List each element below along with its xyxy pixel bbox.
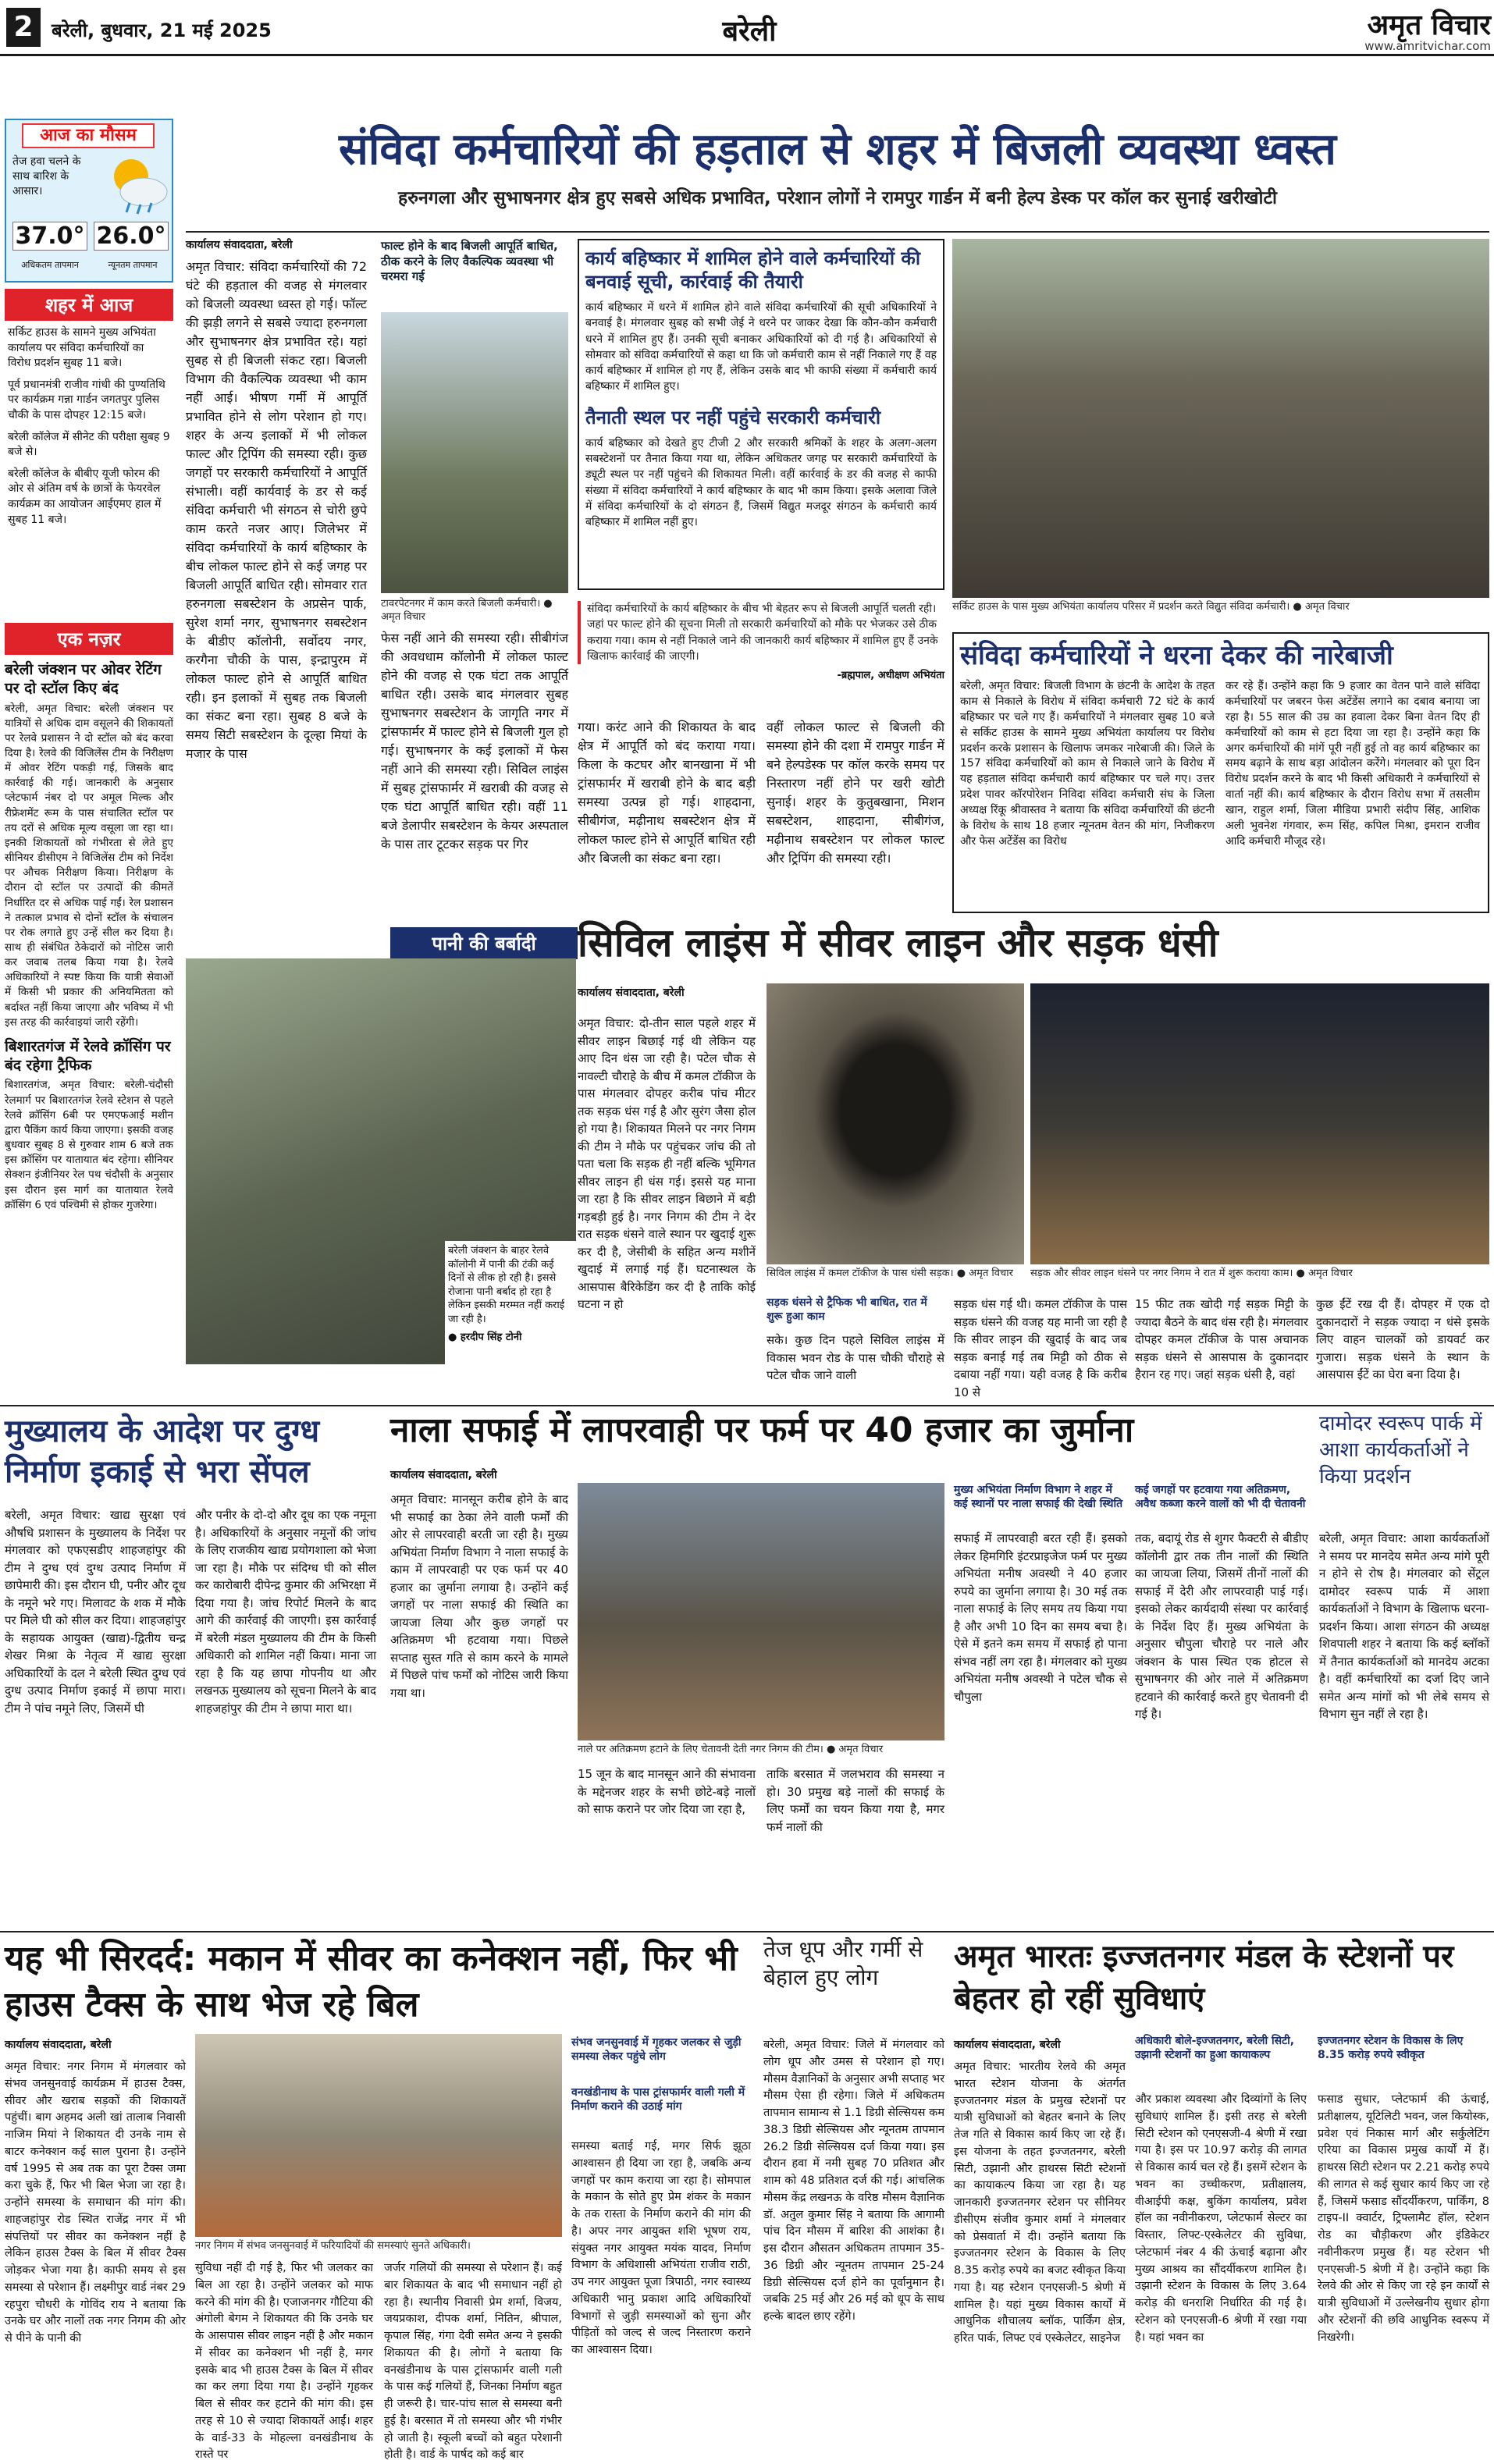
sewer-text-3: सड़क धंस गई थी। कमल टॉकीज के पास सड़क धंसने की वजह यह मानी जा रही है कि सीवर लाइन की खुदाई के बाद जब सड़क बनाई गई तब मिट्टी को ठीक से दबाया नहीं गया। यही वजह है कि करीब 10 से xyxy=(954,1297,1127,1399)
eknazar-column xyxy=(5,623,173,1403)
lead-photo-2 xyxy=(952,239,1489,598)
nala-text-4: सफाई में लापरवाही बरत रही हैं। इसको लेकर हिमगिरि इंटरप्राइजेज फर्म पर मुख्य अभियंता मनीष अवस्थी ने 40 हजार रुपये का जुर्माना लगाया है। 30 मई तक नाला सफाई के लिए समय तय किया गया है और अभी 10 दिन का समय बचा है। ऐसे में इतने कम समय में सफाई हो पाना संभव नहीं लग रहा है। मंगलवार को मुख्य अभियंता मनीष अवस्थी ने पटेल चौक से चौपुला xyxy=(954,1531,1127,1704)
water-tag: पानी की बर्बादी xyxy=(390,927,578,959)
lead-photo-1-caption: टावरपेटनगर में काम करते बिजली कर्मचारी। ● अमृत विचार xyxy=(381,598,553,623)
dharna-box xyxy=(952,632,1489,913)
heat-text: बरेली, अमृत विचार: जिले में मंगलवार को लोग धूप और उमस से परेशान हो गए। मौसम वैज्ञानिकों के अनुसार अभी सप्ताह भर मौसम ऐसा ही रहेगा। जिले में अधिकतम तापमान सामान्य से 1.1 डिग्री सेल्सियस कम 38.3 डिग्री सेल्सियस और न्यूनतम तापमान 26.2 डिग्री सेल्सियस दर्ज किया गया। इस दौरान हवा में नमी सुबह 70 प्रतिशत और शाम को 48 प्रतिशत दर्ज की गई। आंचलिक मौसम केंद्र लखनऊ के वरिष्ठ मौसम वैज्ञानिक डॉ. अतुल कुमार सिंह ने बताया कि आगामी पांच दिन मौसम में बारिश की आशंका है। इस दौरान औसतन अधिकतम तापमान 35-36 डिग्री और न्यूनतम तापमान 25-24 डिग्री सेल्सियस दर्ज होने का पूर्वानुमान है। जबकि 25 मई और 26 मई को धूप के साथ हल्के बादल छाए रहेंगे। xyxy=(763,2039,944,2323)
house-photo-caption: नगर निगम में संभव जनसुनवाई में फरियादियों की समस्याएं सुनते अधिकारी। xyxy=(195,2240,471,2252)
masthead-date: बरेली, बुधवार, 21 मई 2025 xyxy=(52,20,272,41)
list-item: बरेली कॉलेज के बीबीए यूजी फोरम की ओर से अंतिम वर्ष के छात्रों के फेयरवेल कार्यक्रम का आयोजन आईएमए हाल में सुबह 11 बजे। xyxy=(8,467,162,526)
milk-headline: मुख्यालय के आदेश पर दुग्ध निर्माण इकाई से भरा सेंपल xyxy=(5,1413,320,1490)
lead-quote xyxy=(578,601,944,710)
damodar-text: बरेली, अमृत विचार: आशा कार्यकर्ताओं ने समय पर मानदेय समेत अन्य मांगे पूरी न होने से रोष है। मंगलवार को सेंट्रल दामोदर स्वरूप पार्क में आशा कार्यकर्ताओं ने विभाग के खिलाफ धरना-प्रदर्शन किया। आशा संगठन की अध्यक्ष शिवपाली शहर ने बताया कि कई ब्लॉकों में तैनात कार्यकर्ताओं को मानदेय अटका है। वहीं कर्मचारियों का दर्जा दिए जाने समेत अन्य मांगों को भी लेबे समय से विभाग सुन नहीं ले रहा है। xyxy=(1319,1531,1489,1721)
amrit-headline: अमृत भारतः इज्जतनगर मंडल के स्टेशनों पर बेहतर हो रहीं सुविधाएं xyxy=(954,1939,1454,2017)
milk-text-2: और पनीर के दो-दो और दूध का एक नमूना है। अधिकारियों के अनुसार नमूनों की जांच के लिए राजकीय खाद्य प्रयोगशाला को भेजा जा रहा है। मौके पर संदिग्ध घी को सील कर कारोबारी दीपेन्द्र कुमार की अभिरक्षा में दिया गया है। जांच रिपोर्ट मिलने के बाद आगे की कार्रवाई की जाएगी। इस कार्रवाई में बरेली मंडल मुख्यालय की टीम के किसी अधिकारी को शामिल नहीं किया। माना जा रहा है कि यह छापा गोपनीय था और लखनऊ मुख्यालय को सूचना मिलने के बाद शाहजहांपुर की टीम ने छापा मारा था। xyxy=(195,1508,377,1716)
sewer-photo-1-caption: सिविल लाइंस में कमल टॉकीज के पास धंसी सड़क। ● अमृत विचार xyxy=(767,1268,1013,1279)
eknazar-headline-1: बरेली जंक्शन पर ओवर रेटिंग पर दो स्टॉल किए बंद xyxy=(5,661,162,697)
damodar-headline: दामोदर स्वरूप पार्क में आशा कार्यकर्ताओं ने किया प्रदर्शन xyxy=(1319,1412,1482,1488)
nala-text-1: अमृत विचार: मानसून करीब होने के बाद भी सफाई का ठेका लेने वाली फर्मों की ओर से लापरवाही बरती जा रही है। मुख्य अभियंता निर्माण विभाग ने नाला सफाई के काम में लापरवाही पर एक फर्म पर 40 हजार का जुर्माना लगाया है। उन्होंने कई जगहों पर नाला सफाई की स्थिति का जायजा लिया और कुछ जगहों पर अतिक्रमण भी हटवाया गया। पिछले सप्ताह सुस्त गति से काम करने के मामले में पिछले पांच फर्मों को नोटिस जारी किया गया था। xyxy=(390,1492,568,1700)
weather-box xyxy=(5,119,173,283)
lead-text-3: गया। करंट आने की शिकायत के बाद क्षेत्र में आपूर्ति को बंद कराया गया। किला के कटघर और बानखाना में भी ट्रांसफार्मर में खराबी होने के बाद बड़ी समस्या उत्पन्न हो गई। शाहदाना, सीबीगंज, मढ़ीनाथ सबस्टेशन क्षेत्र में लोकल फाल्ट होने से आपूर्ति बाधित रही और बिजली का संकट बना रहा। xyxy=(578,720,756,866)
lead-text-1: अमृत विचार: संविदा कर्मचारियों की 72 घंटे की हड़ताल की वजह से मंगलवार को बिजली व्यवस्था ध्वस्त हो गई। फॉल्ट की झड़ी लगने से सबसे ज्यादा हरुनगला और सुभाषनगर क्षेत्र प्रभावित रहे। यहां सुबह से ही बिजली संकट रहा। बिजली विभाग की वैकल्पिक व्यवस्था भी काम नहीं आई। भीषण गर्मी में आपूर्ति प्रभावित होने से लोग परेशान हो गए। शहर के अन्य इलाकों में भी लोकल फाल्ट और ट्रिपिंग की समस्या रही। कुछ जगहों पर सरकारी कर्मचारियों ने आपूर्ति संभाली। वहीं कार्यवाई के डर से कई संविदा कर्मचारी भी संगठन से चोरी छुपे काम करते नजर आए। जिलेभर में संविदा कर्मचारियों के कार्य बहिष्कार के बीच लोकल फाल्ट होने से कई जगह पर बिजली आपूर्ति बाधित रही। सोमवार रात हरुनगला सबस्टेशन के अप्रसेन पार्क, सुरेश शर्मा नगर, सुभाषनगर सबस्टेशन के बीडीए कॉलोनी, सर्वोदय नगर, करगैना चौकी के पास, इन्द्रापुरम में लोकल फाल्ट होने से आपूर्ति बाधित रही। इन इलाकों में सुबह तक बिजली का संकट बना रहा। सुबह 8 बजे के समय सिटी सबस्टेशन के दूल्हा मियां के मजार के पास xyxy=(186,259,367,761)
lead-box-2-text: कार्य बहिष्कार को देखते हुए टीजी 2 और सरकारी श्रमिकों के शहर के अलग-अलग सबस्टेशनों पर तैनात किया गया था, लेकिन अधिकतर जगह पर सरकारी कर्मचारियों के ड्यूटी स्थल पर नहीं पहुंचने की शिकायत मिली। वहीं कार्रवाई के डर की वजह से काफी संख्या में संविदा कर्मचारियों ने कार्य बहिष्कार के बाद भी काम किया। इसके अलावा जिले में संविदा कर्मचारियों के दो संगठन हैं, जिसमें विद्युत मजदूर संगठन के कर्मचारी कार्य बहिष्कार में शामिल नहीं हुए। xyxy=(585,436,937,529)
lead-headline: संविदा कर्मचारियों की हड़ताल से शहर में बिजली व्यवस्था ध्वस्त xyxy=(339,124,1336,175)
lead-text-2: फेस नहीं आने की समस्या रही। सीबीगंज की अवधधाम कॉलोनी में लोकल फाल्ट होने की वजह से एक घंटा तक आपूर्ति बाधित रही। उसके बाद मंगलवार सुबह सुभाषनगर सबस्टेशन के जागृति नगर में ट्रांसफार्मर में फाल्ट होने से बिजली गुल हो गई। सुभाषनगर के कई इलाकों में फेस नहीं आने की समस्या रही। सिविल लाइंस में सुबह ट्रांसफार्मर में खराबी की वजह से एक घंटा आपूर्ति बाधित रही। वहीं 11 बजे डेलापीर सबस्टेशन के केयर अस्पताल के पास तार टूटकर सड़क पर गिर xyxy=(381,631,568,852)
nala-text-2: 15 जून के बाद मानसून आने की संभावना के मद्देनजर शहर के सभी छोटे-बड़े नालों को साफ कराने पर जोर दिया जा रहा है, xyxy=(578,1767,756,1816)
paper-logo: अमृत विचार xyxy=(1367,9,1491,41)
amrit-tag-2: इज्जतनगर स्टेशन के विकास के लिए 8.35 करोड़ रुपये स्वीकृत xyxy=(1318,2035,1464,2062)
amrit-text-3: फसाड सुधार, प्लेटफार्म की ऊंचाई, प्रतीक्षालय, यूटिलिटी भवन, जल कियोस्क, प्रवेश एवं निकास मार्ग और सर्कुलेटिंग एरिया का विकास प्रमुख कार्यों में हैं। हाथरस सिटी स्टेशन पर 2.21 करोड़ रुपये की लागत से कई सुधार कार्य किए जा रहे हैं, जिसमें फसाड सौंदर्यीकरण, पार्किंग, 8 टाइप-II क्वार्टर, ट्रिफ्लामैट हॉल, स्टेशन रोड का चौड़ीकरण और इंडिकेटर नवीनीकरण प्रमुख हैं। यह स्टेशन भी एनएसजी-5 श्रेणी में है। उन्होंने कहा कि रेलवे की ओर से किए जा रहे इन कार्यों से यात्री सुविधाओं में उल्लेखनीय सुधार होगा और स्टेशनों की छवि आधुनिक स्वरूप में निखरेगी। xyxy=(1318,2093,1489,2344)
house-headline: यह भी सिरदर्द: मकान में सीवर का कनेक्शन नहीं, फिर भी हाउस टैक्स के साथ भेज रहे बिल xyxy=(5,1939,738,2025)
nala-photo-caption: नाले पर अतिक्रमण हटाने के लिए चेतावनी देती नगर निगम की टीम। ● अमृत विचार xyxy=(578,1744,884,1755)
water-caption-text: बरेली जंक्शन के बाहर रेलवे कॉलोनी में पानी की टंकी कई दिनों से लीक हो रही है। इससे रोजाना पानी बर्बाद हो रहा है लेकिन इसकी मरम्मत नहीं कराई जा रही है। xyxy=(448,1245,565,1325)
weather-desc: तेज हवा चलने के साथ बारिश के आसार। xyxy=(12,155,81,197)
house-tag-2: वनखंडीनाथ के पास ट्रांसफार्मर वाली गली में निर्माण कराने की उठाई मांग xyxy=(571,2086,745,2114)
list-item: पूर्व प्रधानमंत्री राजीव गांधी की पुण्यतिथि पर कार्यक्रम गन्ना गार्डन जगतपुर पुलिस चौकी के पास दोपहर 12:15 बजे। xyxy=(8,378,165,421)
masthead xyxy=(0,0,1494,56)
sewer-headline: सिविल लाइंस में सीवर लाइन और सड़क धंसी xyxy=(578,920,1218,965)
sewer-byline: कार्यालय संवाददाता, बरेली xyxy=(578,987,685,999)
amrit-text-2: और प्रकाश व्यवस्था और दिव्यांगों के लिए सुविधाएं शामिल हैं। इसी तरह से बरेली सिटी स्टेशन को एनएसजी-4 श्रेणी में रखा गया है। इस पर 10.97 करोड़ की लागत से विकास कार्य चल रहे हैं। इसमें स्टेशन के भवन का उच्चीकरण, प्रतीक्षालय, वीआईपी कक्ष, बुकिंग कार्यालय, प्रवेश हॉल का नवीनीकरण, प्लेटफार्म सेल्टर का विस्तार, लिफ्ट-एस्केलेटर की सुविधा, प्लेटफार्म नंबर 4 की ऊंचाई बढ़ाना और मुख्य आश्रय का सौंदर्यीकरण शामिल है। उझानी स्टेशन के विकास के लिए 3.64 करोड़ की धनराशि निर्धारित की गई है। स्टेशन को एनएसजी-6 श्रेणी में रखा गया है। यहां भवन का xyxy=(1135,2093,1307,2344)
page-number: 2 xyxy=(6,8,41,47)
nala-tag-2: कई जगहों पर हटवाया गया अतिक्रमण, अवैध कब्जा करने वालों को भी दी चेतावनी xyxy=(1135,1484,1306,1511)
today-box xyxy=(5,289,173,609)
weather-title: आज का मौसम xyxy=(22,123,155,148)
nala-tag-1: मुख्य अभियंता निर्माण विभाग ने शहर में कई स्थानों पर नाला सफाई की देखी स्थिति xyxy=(954,1484,1123,1511)
today-list xyxy=(5,321,173,532)
max-temp-label: अधिकतम तापमान xyxy=(21,260,79,270)
dharna-headline: संविदा कर्मचारियों ने धरना देकर की नारेबाजी xyxy=(960,640,1393,671)
sewer-text-2: सके। कुछ दिन पहले सिविल लाइंस में विकास भवन रोड के पास चौकी चौराहे से पटेल चौक जाने वाली xyxy=(767,1333,944,1382)
min-temp-label: न्यूनतम तापमान xyxy=(108,260,158,270)
dharna-text-2: कर रहे हैं। उन्होंने कहा कि 9 हजार का वेतन पाने वाले संविदा कर्मचारियों पर जबरन फेस अटेंडेंस लगाने का दबाव बनाया जा रहा है। 55 साल की उम्र का हवाला देकर बिना वेतन दिए ही कर्मचारियों को काम से हटा दिया जा रहा है। उन्होंने कहा कि अगर कर्मचारियों की मांगें पूरी नहीं हुई तो वह कार्य बहिष्कार का समय बढ़ाने के साथ बड़ा आंदोलन करेंगे। मंगलवार को पूरा दिन विरोध प्रदर्शन करने के बाद भी किसी अधिकारी ने कर्मचारियों से वार्ता नहीं की। कार्य बहिष्कार के दौरान विरोध सभा में तसलीम खान, राहुल शर्मा, जिला मीडिया प्रभारी संदीप सिंह, आशिक अली भुवनेश गंगवार, रूम सिंह, कपिल मिश्रा, इमरान राजीव आदि कर्मचारी मौजूद रहे। xyxy=(1225,680,1480,848)
water-caption xyxy=(445,1241,576,1381)
sewer-text-4: 15 फीट तक खोदी गई सड़क मिट्टी के ज्यादा बैठने के बाद धंस रही है। मंगलवार दोपहर कमल टॉकीज के पास अचानक सड़क धंसने से आसपास के दुकानदार हैरान रह गए। जहां सड़क धंसी है, वहां xyxy=(1135,1297,1308,1381)
paper-url[interactable]: www.amritvichar.com xyxy=(1364,39,1491,53)
lead-box-1-headline: कार्य बहिष्कार में शामिल होने वाले कर्मचारियों की बनवाई सूची, कार्रवाई की तैयारी xyxy=(585,247,921,293)
sewer-photo-2 xyxy=(1030,983,1489,1264)
sewer-photo-2-caption: सड़क और सीवर लाइन धंसने पर नगर निगम ने रात में शुरू कराया काम। ● अमृत विचार xyxy=(1030,1268,1353,1279)
lead-quote-text: संविदा कर्मचारियों के कार्य बहिष्कार के बीच भी बेहतर रूप से बिजली आपूर्ति चलती रही। जहां पर फाल्ट होने की सूचना मिली तो सरकारी कर्मचारियों को मौके पर भेजकर उसे ठीक कराया गया। काम से नहीं निकाले जाने की जानकारी कार्य बहिष्कार में शामिल हुए हैं उनके खिलाफ कार्रवाई की जाएगी। xyxy=(578,601,944,664)
lead-photo-2-caption: सर्किट हाउस के पास मुख्य अभियंता कार्यालय परिसर में प्रदर्शन करते विद्युत संविदा कर्मचारी। ● अमृत विचार xyxy=(952,601,1350,613)
house-text-2: सुविधा नहीं दी गई है, फिर भी जलकर का बिल आ रहा है। उन्होंने जलकर को माफ करने की मांग की है। एजाजनगर गौटिया की अंगोली बेगम ने शिकायत की कि उनके घर के आसपास सीवर लाइन नहीं है और मकान में सीवर का कनेक्शन भी नहीं है, मगर इसके बाद भी हाउस टैक्स के बिल में सीवर का कर लगा दिया गया है। उन्होंने गृहकर बिल से सीवर कर हटाने की मांग की। इस तरह से 10 से ज्यादा शिकायतें आईं। शहर के वार्ड-33 के मोहल्ला वनखंडीनाथ के रास्ते पर xyxy=(195,2262,373,2462)
amrit-byline: कार्यालय संवाददाता, बरेली xyxy=(954,2039,1061,2051)
amrit-text-1: अमृत विचार: भारतीय रेलवे की अमृत भारत स्टेशन योजना के अंतर्गत इज्जतनगर मंडल के प्रमुख स्टेशनों पर यात्री सुविधाओं को बेहतर बनाने के लिए तेज गति से विकास कार्य किए जा रहे हैं। इस योजना के तहत इज्जतनगर, बरेली सिटी, उझानी और हाथरस सिटी स्टेशनों का कायाकल्प किया जा रहा है। यह जानकारी इज्जतनगर स्टेशन पर सीनियर डीसीएम संजीव कुमार शर्मा ने मंगलवार को प्रेसवार्ता में दी। उन्होंने बताया कि इज्जतनगर स्टेशन के विकास के लिए 8.35 करोड़ रुपये का बजट स्वीकृत किया गया है। यह स्टेशन एनएसजी-5 श्रेणी में शामिल है। यहां मुख्य विकास कार्यों में आधुनिक शौचालय ब्लॉक, पार्किंग क्षेत्र, हरित पार्क, लिफ्ट एवं एस्केलेटर, साइनेज xyxy=(954,2060,1126,2345)
nala-headline: नाला सफाई में लापरवाही पर फर्म पर 40 हजार का जुर्माना xyxy=(390,1410,1134,1450)
nala-photo xyxy=(578,1483,944,1740)
eknazar-title: एक नज़र xyxy=(5,623,173,655)
lead-text-4: वहीं लोकल फाल्ट से बिजली की समस्या होने की दशा में रामपुर गार्डन में बने हेल्पडेस्क पर कॉल करके समय पर निस्तारण नहीं होने पर खरी खोटी सुनाई। शहर के कुतुबखाना, मिशन सबस्टेशन, शाहदाना, सीबीगंज, मढ़ीनाथ सबस्टेशन पर लोकल फाल्ट और ट्रिपिंग की समस्या रही। xyxy=(767,720,944,866)
nala-text-3: ताकि बरसात में जलभराव की समस्या न हो। 30 प्रमुख बड़े नालों की सफाई के लिए फर्मों का चयन किया गया है, मगर फर्म नालों की xyxy=(767,1767,944,1834)
lead-box-1-text: कार्य बहिष्कार में धरने में शामिल होने वाले संविदा कर्मचारियों की सूची अधिकारियों ने बनवाई है। मंगलवार सुबह को सभी जेई ने धरने पर जाकर देखा कि कौन-कौन कर्मचारी धरने में शामिल हुए हैं। उनकी सूची बनाकर अधिकारियों को दी गई है। अधिकारियों से सोमवार को संविदा कर्मचारियों से कहा था कि जो कर्मचारी काम से नहीं निकाले गए हैं वह कार्य बहिष्कार में शामिल हो गए हैं, लेकिन उसके बाद भी काफी संख्या में कर्मचारी कार्य बहिष्कार में शामिल हुए। xyxy=(585,301,937,393)
nala-byline: कार्यालय संवाददाता, बरेली xyxy=(390,1469,497,1481)
eknazar-text-1: बरेली, अमृत विचार: बरेली जंक्शन पर यात्रियों से अधिक दाम वसूलने की शिकायतों पर रेलवे प्रशासन ने दो स्टॉल को बंद करवा दिया है। रेलवे की विजिलेंस टीम के निरीक्षण में ओवर रेटिंग पकड़ी गई, जिसके बाद कार्रवाई की गई। जानकारी के अनुसार प्लेटफार्म नंबर दो पर अमूल मिल्क और रीफ्रेशमेंट रूम के पास संचालित स्टॉल पर तय दरों से अधिक मूल्य वसूला जा रहा था। इनकी शिकायतों को गंभीरता से लेते हुए सीनियर डीसीएम ने विजिलेंस टीम को निर्देश पर औचक निरीक्षण किया। निरीक्षण के दौरान दो स्टॉल पर उत्पादों की कीमतें निर्धारित दर से अधिक पाई गईं। रेल प्रशासन ने तत्काल प्रभाव से दोनों स्टॉल के संचालन पर रोक लगाते हुए उन्हें सील कर दिया है। साथ ही संबंधित ठेकेदारों को नोटिस जारी कर जवाब तलब किया गया है। रेलवे अधिकारियों ने स्पष्ट किया कि यात्री सेवाओं में किसी भी प्रकार की अनियमितता को बर्दाश्त नहीं किया जाएगा और भविष्य में भी इस तरह की कार्रवाइयां जारी रहेंगी। xyxy=(5,702,173,1029)
masthead-city: बरेली xyxy=(722,16,777,48)
lead-photo-1 xyxy=(381,312,568,593)
today-title: शहर में आज xyxy=(5,289,173,321)
sun-cloud-icon xyxy=(100,151,170,214)
lead-subheadline: हरुनगला और सुभाषनगर क्षेत्र हुए सबसे अधिक प्रभावित, परेशान लोगों ने रामपुर गार्डन में बनी हेल्प डेस्क पर कॉल कर सुनाई खरीखोटी xyxy=(397,188,1277,208)
lead-box-1 xyxy=(578,239,944,590)
eknazar-headline-2: बिशारतगंज में रेलवे क्रॉसिंग पर बंद रहेगा ट्रैफिक xyxy=(5,1037,171,1074)
min-temp: 26.0° xyxy=(94,222,169,251)
max-temp: 37.0° xyxy=(12,222,87,251)
house-tag-1: संभव जनसुनवाई में गृहकर जलकर से जुड़ी समस्या लेकर पहुंचे लोग xyxy=(571,2036,742,2064)
sewer-photo-1 xyxy=(767,983,1024,1264)
lead-side-tag: फाल्ट होने के बाद बिजली आपूर्ति बाधित, ठीक करने के लिए वैकल्पिक व्यवस्था भी चरमरा गई xyxy=(381,239,558,283)
list-item: बरेली कॉलेज में सीनेट की परीक्षा सुबह 9 बजे से। xyxy=(8,430,170,459)
heat-headline: तेज धूप और गर्मी से बेहाल हुए लोग xyxy=(763,1936,923,1991)
dharna-text-1: बरेली, अमृत विचार: बिजली विभाग के छंटनी के आदेश के तहत काम से निकाले के विरोध में संविदा कर्मचारी 72 घंटे के कार्य बहिष्कार पर चले गए हैं। कर्मचारियों ने मंगलवार सुबह 10 बजे से सर्किट हाउस के सामने मुख्य अभियंता कार्यालय पर विरोध प्रदर्शन करके प्रशासन के खिलाफ जमकर नारेबाजी की। जिले के 157 संविदा कर्मचारियों को काम से निकाले जाने के विरोध में यह हड़ताल संविदा कर्मचारी कार्य बहिष्कार पर चले गए। उत्तर प्रदेश पावर कॉरपोरेशन निविदा संविदा कर्मचारी संघ के जिला अध्यक्ष रिंकू श्रीवास्तव ने बताया कि संविदा कर्मचारियों की छंटनी के विरोध के साथ 18 हजार न्यूनतम वेतन की मांग, निजीकरण और फेस अटेंडेंस का विरोध xyxy=(960,680,1215,848)
lead-box-2-headline: तैनाती स्थल पर नहीं पहुंचे सरकारी कर्मचारी xyxy=(585,406,881,428)
sewer-text-1: अमृत विचार: दो-तीन साल पहले शहर में सीवर लाइन बिछाई गई थी लेकिन यह आए दिन धंस जा रही है। पटेल चौक से नावल्टी चौराहे के बीच में कमल टॉकीज के पास मंगलवार दोपहर करीब पांच मीटर तक सड़क धंस गई है और सुरंग जैसा होल हो गया है। शिकायत मिलने पर नगर निगम की टीम ने मौके पर पहुंचकर जांच की तो पता चला कि सड़क ही नहीं बल्कि भूमिगत सीवर लाइन ही धंस गई। इससे यह माना जा रहा है कि सीवर लाइन बिछाने में बड़ी गड़बड़ी हुई है। नगर निगम की टीम ने देर रात सड़क धंसने वाले स्थान पर खुदाई शुरू कर दी है, जेसीबी के सहित अन्य मशीनें खुदाई में लगाई गई हैं। घटनास्थल के आसपास बैरिकेडिंग कर दी है ताकि कोई घटना न हो xyxy=(578,1016,756,1311)
amrit-tag-1: अधिकारी बोले-इज्जतनगर, बरेली सिटी, उझानी स्टेशनों का हुआ कायाकल्प xyxy=(1135,2035,1295,2062)
water-credit: ● हरदीप सिंह टोनी xyxy=(448,1332,522,1344)
house-photo xyxy=(195,2034,562,2237)
house-text-1: अमृत विचार: नगर निगम में मंगलवार को संभव जनसुनवाई कार्यक्रम में हाउस टैक्स, सीवर और खराब सड़कों की शिकायतें पहुंचीं। बाग अहमद अली खां तालाब निवासी नाजिम मियां ने शिकायत दी उनके नाम से बाटर कनेक्शन कई साल पुराना है। उन्होंने वर्ष 1995 से अब तक का पूरा टैक्स जमा करा चुके हैं, फिर भी बिल भेजा जा रहा है। उन्होंने समस्या के समाधान की मांग की। शाहजहांपुर रोड स्थित राजेंद्र नगर में भी संपत्तियों पर सीवर का कनेक्शन नहीं है लेकिन हाउस टैक्स के बिल में सीवर टैक्स जोड़कर भेजा गया है। काफी समय से इस समस्या से परेशान हैं। लक्ष्मीपुर वार्ड नंबर 29 रहपुरा चौधरी के गोविंद राय ने बताया कि उनके घर और नालों तक नगर निगम की ओर से पीने के पानी की xyxy=(5,2060,186,2345)
nala-text-5: तक, बदायूं रोड से शुगर फैक्टरी से बीडीए कॉलोनी द्वार तक तीन नालों की स्थिति का जायजा लिया, जिसमें तीनों नालों की सफाई में देरी और लापरवाही पाई गई। इसको लेकर कार्यदायी संस्था पर कार्रवाई के निर्देश दिए हैं। मुख्य अभियंता के अनुसार चौपुला चौराहे पर नाले और जंक्शन के पास स्थित एक होटल से सुभाषनगर की ओर नाले में अतिक्रमण हटवाने की कार्रवाई करते हुए चेतावनी दी गई है। xyxy=(1135,1531,1308,1721)
list-item: सर्किट हाउस के सामने मुख्य अभियंता कार्यालय पर संविदा कर्मचारियों का विरोध प्रदर्शन सुबह 11 बजे। xyxy=(8,326,156,370)
house-text-3: जर्जर गलियों की समस्या से परेशान हैं। कई बार शिकायत के बाद भी समाधान नहीं हो रहा है। स्थानीय निवासी प्रेम शर्मा, विजय, जयप्रकाश, दीपक शर्मा, नितिन, श्रीपाल, कृपाल सिंह, गंगा देवी समेत अन्य ने इसकी शिकायत की है। लोगों ने बताया कि वनखंडीनाथ के पास ट्रांसफार्मर वाली गली के पास कई गलियों हैं, जिनका निर्माण बहुत ही जरूरी है। चार-पांच साल से समस्या बनी हुई है। बरसात में तो समस्या और भी गंभीर हो जाती है। स्कूली बच्चों को बहुत परेशानी होती है। वार्ड के पार्षद को कई बार xyxy=(384,2262,562,2462)
sewer-text-5: कुछ ईंटें रख दी हैं। दोपहर में एक दो दुकानदारों ने सड़क ज्यादा न धंसे इसके लिए वाहन चालकों को डायवर्ट कर गुजारा। सड़क धंसने के स्थान के आसपास ईंटें का घेरा बना दिया है। xyxy=(1316,1297,1489,1381)
lead-byline: कार्यालय संवाददाता, बरेली xyxy=(186,239,293,251)
house-byline: कार्यालय संवाददाता, बरेली xyxy=(5,2039,112,2051)
lead-quote-by: -ब्रह्मपाल, अधीक्षण अभियंता xyxy=(837,670,944,682)
eknazar-text-2: बिशारतगंज, अमृत विचार: बरेली-चंदौसी रेलमार्ग पर बिशारतगंज रेलवे स्टेशन से पहले रेलवे क्रॉसिंग 6बी पर एमएफआई मशीन द्वारा पैकिंग कार्य किया जाएगा। इसकी वजह बुधवार सुबह 8 से गुरुवार शाम 6 बजे तक इस क्रॉसिंग पर यातायात बंद रहेगा। सीनियर सेक्शन इंजीनियर रेल पथ चंदौसी के अनुसार इस दौरान इस मार्ग का यातायात रेलवे क्रॉसिंग 6 एवं पश्चिमी से होकर गुजरेगा। xyxy=(5,1079,173,1211)
milk-text-1: बरेली, अमृत विचार: खाद्य सुरक्षा एवं औषधि प्रशासन के मुख्यालय के निर्देश पर मंगलवार को एफएसडीए शाहजहांपुर की टीम ने दुग्ध एवं दुग्ध उत्पाद निर्माण में छापेमारी की। इस दौरान घी, पनीर और दूध के नमूने भरे गए। मिलावट के शक में मौके पर मिले घी को सील कर दिया। शाहजहांपुर के सहायक आयुक्त (खाद्य)-द्वितीय चन्द्र शेखर मिश्रा के नेतृत्व में खाद्य सुरक्षा अधिकारियों के दल ने बरेली स्थित दुग्ध एवं दुग्ध उत्पाद निर्माण इकाई में छापा मारा। टीम ने पांच नमूने लिए, जिसमें घी xyxy=(5,1508,186,1716)
sewer-tag: सड़क धंसने से ट्रैफिक भी बाधित, रात में शुरू हुआ काम xyxy=(767,1296,927,1324)
house-text-4: समस्या बताई गई, मगर सिर्फ झूठा आश्वासन ही दिया जा रहा है, जबकि अन्य जगहों पर काम कराया जा रहा है। सोमपाल के मकान के सोते हुए प्रेम शंकर के मकान के तक रास्ता के निर्माण कराने की मांग की है। अपर नगर आयुक्त शशि भूषण राय, संयुक्त नगर आयुक्त मयंक यादव, निर्माण विभाग के अधिशासी अभियंता राजीव राठी, उप नगर आयुक्त पूजा त्रिपाठी, नगर स्वास्थ्य अधिकारी भानु प्रकाश आदि अधिकारियों विभागों से जुड़ी समस्याओं को सुना और पीड़ितों को जल्द से जल्द निस्तारण कराने का आश्वासन दिया। xyxy=(571,2140,751,2356)
